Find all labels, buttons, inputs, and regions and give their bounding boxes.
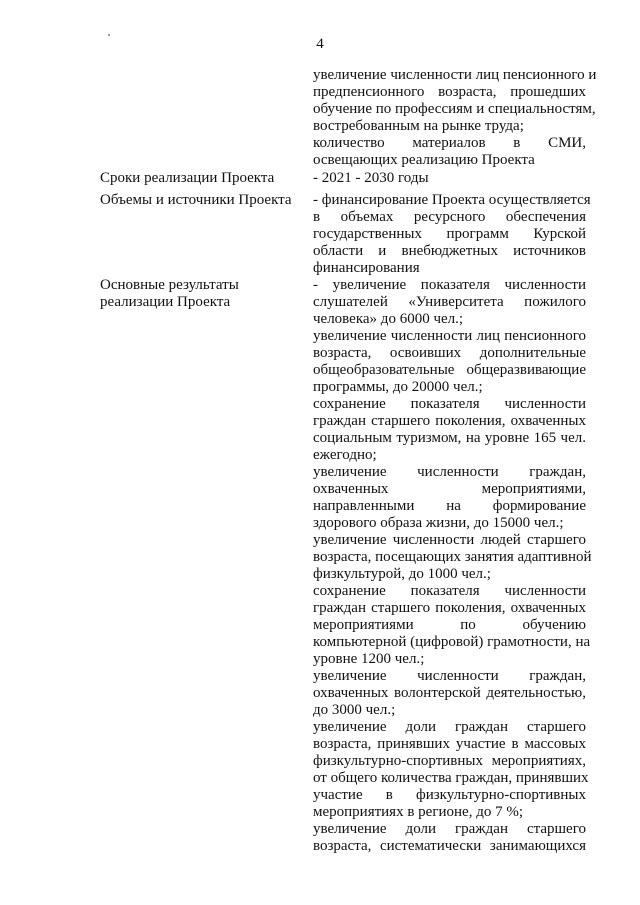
result-line: слушателей «Университета пожилого <box>313 294 586 310</box>
result-line: мероприятиями по обучению <box>313 617 586 633</box>
result-line: общеобразовательные общеразвивающие <box>313 362 586 378</box>
funding-line: в объемах ресурсного обеспечения <box>313 209 586 225</box>
result-line: сохранение показателя численности <box>313 396 586 412</box>
result-line: граждан старшего поколения, охваченных <box>313 413 586 429</box>
result-line: направленными на формирование <box>313 498 586 514</box>
result-line: охваченных волонтерской деятельностью, <box>313 685 586 701</box>
result-line: возраста, принявших участие в массовых <box>313 736 586 752</box>
result-line: возраста, освоивших дополнительные <box>313 345 586 361</box>
period-value: - 2021 - 2030 годы <box>313 170 429 186</box>
result-line: увеличение доли граждан старшего <box>313 821 586 837</box>
result-line: здорового образа жизни, до 15000 чел.; <box>313 515 564 531</box>
result-line: увеличение численности граждан, <box>313 668 586 684</box>
passport-line: обучение по профессиям и специальностям, <box>313 101 596 117</box>
row-label-period: Сроки реализации Проекта <box>100 170 275 186</box>
row-label-funding: Объемы и источники Проекта <box>100 192 292 208</box>
result-line: ежегодно; <box>313 447 377 463</box>
result-line: граждан старшего поколения, охваченных <box>313 600 586 616</box>
row-label-results: реализации Проекта <box>100 294 231 310</box>
result-line: мероприятиях в регионе, до 7 %; <box>313 804 523 820</box>
passport-line: увеличение численности лиц пенсионного и <box>313 67 597 83</box>
passport-line: предпенсионного возраста, прошедших <box>313 84 586 100</box>
row-label-results: Основные результаты <box>100 277 239 293</box>
result-line: физкультурно-спортивных мероприятиях, <box>313 753 586 769</box>
result-line: сохранение показателя численности <box>313 583 586 599</box>
funding-line: - финансирование Проекта осуществляется <box>313 192 591 208</box>
result-line: увеличение численности людей старшего <box>313 532 586 548</box>
result-line: увеличение доли граждан старшего <box>313 719 586 735</box>
result-line: человека» до 6000 чел.; <box>313 311 464 327</box>
passport-line: востребованным на рынке труда; <box>313 118 524 134</box>
result-line: социальным туризмом, на уровне 165 чел. <box>313 430 586 446</box>
result-line: - увеличение показателя численности <box>313 277 586 293</box>
result-line: физкультурой, до 1000 чел.; <box>313 566 491 582</box>
result-line: увеличение численности граждан, <box>313 464 586 480</box>
result-line: возраста, систематически занимающихся <box>313 838 586 854</box>
passport-line: количество материалов в СМИ, <box>313 135 586 151</box>
funding-line: области и внебюджетных источников <box>313 243 586 259</box>
passport-line: освещающих реализацию Проекта <box>313 152 535 168</box>
result-line: охваченных мероприятиями, <box>313 481 586 497</box>
result-line: возраста, посещающих занятия адаптивной <box>313 549 592 565</box>
page-number: 4 <box>316 36 324 52</box>
result-line: от общего количества граждан, принявших <box>313 770 589 786</box>
result-line: участие в физкультурно-спортивных <box>313 787 586 803</box>
result-line: программы, до 20000 чел.; <box>313 379 483 395</box>
funding-line: финансирования <box>313 260 420 276</box>
result-line: компьютерной (цифровой) грамотности, на <box>313 634 591 650</box>
result-line: до 3000 чел.; <box>313 702 396 718</box>
result-line: увеличение численности лиц пенсионного <box>313 328 586 344</box>
funding-line: государственных программ Курской <box>313 226 586 242</box>
result-line: уровне 1200 чел.; <box>313 651 425 667</box>
